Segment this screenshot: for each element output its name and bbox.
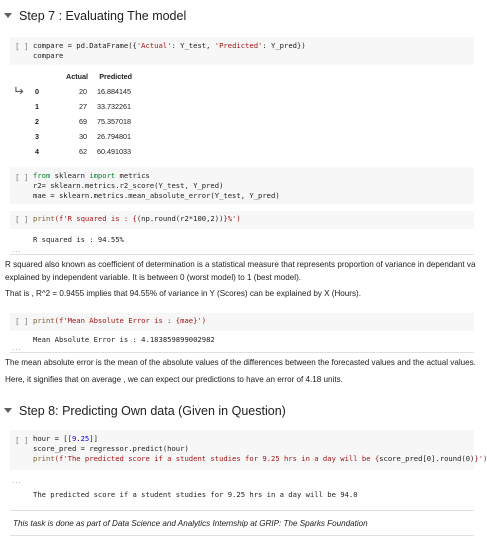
section-heading-step7[interactable]: Step 7 : Evaluating The model [4,9,186,23]
table-row: 2 69 75.357018 [35,117,131,126]
code-cell-2-source[interactable]: from sklearn import metrics r2= sklearn.metrics.r2_score(Y_test, Y_pred) mae = sklearn.metrics.mean_absolute_error(Y_test, Y_pred) [33,171,280,200]
cell-separator: ... [12,245,22,254]
dataframe-table [30,68,132,159]
run-cell-button[interactable]: [ ] [15,436,29,445]
table-row: 4 62 60.491033 [35,147,131,156]
code-cell-3-source[interactable]: print(f'R squared is : {(np.round(r2*100,2))}%') [33,214,241,223]
chevron-down-icon[interactable] [4,408,12,413]
cell-separator: ... [12,343,22,352]
run-cell-button[interactable]: [ ] [15,42,29,51]
divider [10,352,474,353]
text-paragraph: explained by independent variable. It is between 0 (worst model) to 1 (best model). [5,273,302,282]
dataframe-output [30,68,132,159]
divider [10,510,474,511]
text-paragraph: R squared also known as coefficient of determination is a statistical measure that represents proportion of variance in dependant va [5,260,476,269]
cell-4-output: Mean Absolute Error is : 4.183859899002982 [33,335,215,344]
chevron-down-icon[interactable] [4,13,12,18]
text-paragraph: Here, it signifies that on average , we can expect our predictions to have an error of 4.18 units. [5,375,343,384]
section-heading-step8[interactable]: Step 8: Predicting Own data (Given in Question) [4,404,286,418]
code-cell-5-source[interactable]: hour = [[9.25]] score_pred = regressor.predict(hour) print(f'The predicted score if a student studies for 9.25 hrs in a day will be {score_pred[0].round(0)}') [33,434,487,463]
run-cell-button[interactable]: [ ] [15,215,29,224]
text-paragraph: The mean absolute error is the mean of the absolute values of the differences between the forecasted values and the actual values. [5,358,476,367]
table-row: 0 20 16.884145 [35,87,131,96]
column-header-predicted: Predicted [99,71,132,81]
code-cell-1-source[interactable]: compare = pd.DataFrame({'Actual': Y_test, 'Predicted': Y_pred}) compare [33,41,306,60]
column-header-actual: Actual [66,71,88,81]
divider [10,535,474,536]
output-arrow-icon [15,86,24,95]
text-paragraph: That is , R^2 = 0.9455 implies that 94.55% of variance in Y (Scores) can be explained by X (Hours). [5,289,361,298]
cell-3-output: R squared is : 94.55% [33,235,124,244]
cell-5-output: The predicted score if a student studies for 9.25 hrs in a day will be 94.0 [33,490,358,499]
table-row: 1 27 33.732261 [35,102,131,111]
run-cell-button[interactable]: [ ] [15,173,29,182]
cell-separator: ... [12,476,22,485]
divider [10,254,474,255]
run-cell-button[interactable]: [ ] [15,317,29,326]
table-row: 3 30 26.794801 [35,132,131,141]
code-cell-4-source[interactable]: print(f'Mean Absolute Error is : {mae}') [33,316,207,325]
footer-note: This task is done as part of Data Science and Analytics Internship at GRIP: The Sparks Foundation [13,519,368,528]
